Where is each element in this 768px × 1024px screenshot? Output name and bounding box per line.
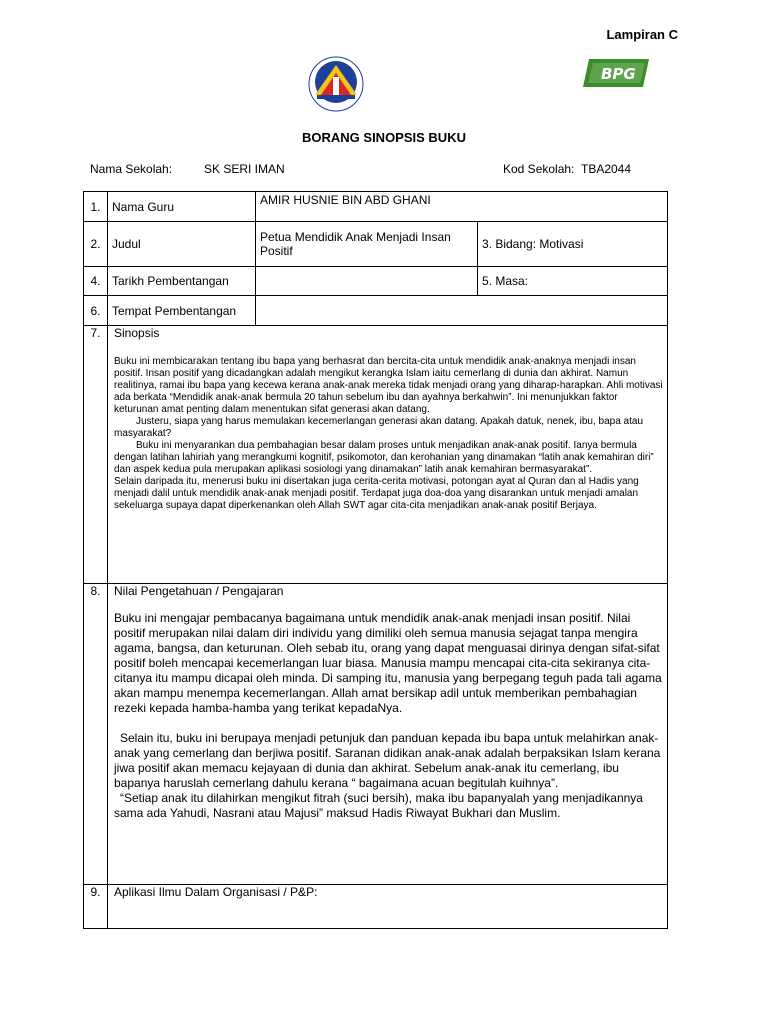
- row-judul: [84, 222, 668, 267]
- row-number: 6.: [84, 296, 108, 326]
- school-name-value: SK SERI IMAN: [204, 162, 285, 176]
- row-label: Aplikasi Ilmu Dalam Organisasi / P&P:: [114, 885, 318, 899]
- row-number: 2.: [84, 222, 108, 267]
- row-number: 4.: [84, 267, 108, 296]
- bpg-logo-text: BPG: [601, 65, 636, 83]
- row-label: Nilai Pengetahuan / Pengajaran: [114, 584, 284, 598]
- row-tarikh: [84, 267, 668, 296]
- sinopsis-paragraph: Buku ini membicarakan tentang ibu bapa yang berhasrat dan bercita-cita untuk mendidik anak-anaknya menjadi insan positif. Insan positif yang dicadangkan adalah mengikut kerangka Islam iaitu cemerlang di dunia dan akhirat. Namun realitinya, ramai ibu bapa yang kecewa kerana anak-anak mereka tidak menjadi orang yang diharap-harapkan. Ahli motivasi ada berkata “Mendidik anak-anak bermula 20 tahun sebelum ibu dan ayahnya berkahwin”. Ini menunjukkan faktor keturunan amat penting dalam menentukan sifat generasi akan datang.: [114, 356, 663, 415]
- row-number: 8.: [84, 584, 108, 885]
- synopsis-form-table: [83, 191, 668, 929]
- teacher-name-value[interactable]: AMIR HUSNIE BIN ABD GHANI: [256, 192, 668, 222]
- row-number: 1.: [84, 192, 108, 222]
- row-nama-guru: [84, 192, 668, 222]
- sinopsis-paragraph: Justeru, siapa yang harus memulakan kecemerlangan generasi akan datang. Apakah datuk, nenek, ibu, bapa atau masyarakat?: [114, 416, 644, 439]
- row-label: Tarikh Pembentangan: [108, 267, 256, 296]
- row-label: Judul: [108, 222, 256, 267]
- kpm-logo: [305, 55, 367, 113]
- nilai-text: [114, 611, 663, 821]
- row-number: 9.: [84, 885, 108, 929]
- row-tempat: [84, 296, 668, 326]
- tarikh-value[interactable]: [256, 267, 478, 296]
- school-name-label: Nama Sekolah:: [90, 162, 173, 176]
- row-nilai: [84, 584, 668, 885]
- page-title: BORANG SINOPSIS BUKU: [302, 130, 466, 145]
- nilai-paragraph: Selain itu, buku ini berupaya menjadi petunjuk dan panduan kepada ibu bapa untuk melahirkan anak-anak yang cemerlang dan berjiwa positif. Saranan didikan anak-anak adalah berpaksikan Islam kerana jiwa positif akan memacu kejayaan di dunia dan akhirat. Sebelum anak-anak itu cemerlang, ibu bapanya haruslah cemerlang dahulu kerana “ bagaimana acuan begitulah kuihnya”.: [114, 731, 661, 790]
- school-code-label: Kod Sekolah:: [503, 162, 575, 176]
- row-label: Tempat Pembentangan: [108, 296, 256, 326]
- book-title-value[interactable]: Petua Mendidik Anak Menjadi Insan Positif: [256, 222, 478, 267]
- masa-field[interactable]: 5. Masa:: [478, 267, 668, 296]
- nilai-cell[interactable]: [108, 584, 668, 885]
- bidang-field[interactable]: 3. Bidang: Motivasi: [478, 222, 668, 267]
- nilai-paragraph: “Setiap anak itu dilahirkan mengikut fitrah (suci bersih), maka ibu bapanyalah yang menjadikannya sama ada Yahudi, Nasrani atau Majusi” maksud Hadis Riwayat Bukhari dan Muslim.: [114, 791, 643, 820]
- sinopsis-cell[interactable]: [108, 326, 668, 584]
- row-sinopsis: [84, 326, 668, 584]
- row-label: Sinopsis: [114, 326, 160, 340]
- lampiran-label: Lampiran C: [606, 27, 678, 42]
- row-aplikasi: [84, 885, 668, 929]
- row-number: 7.: [84, 326, 108, 584]
- sinopsis-text: [114, 356, 663, 512]
- aplikasi-cell[interactable]: [108, 885, 668, 929]
- sinopsis-paragraph: Buku ini menyarankan dua pembahagian besar dalam proses untuk menjadikan anak-anak positif. Ianya bermula dengan latihan lahiriah yang merangkumi kognitif, psikomotor, dan kerohanian yang dinamakan “latih anak kemahiran diri” dan aspek kedua pula merupakan aplikasi sosiologi yang dinamakan” latih anak kemahiran bermasyarakat”.: [114, 440, 654, 475]
- school-code-value: TBA2044: [581, 162, 632, 176]
- bpg-logo: [583, 55, 651, 91]
- row-label: Nama Guru: [108, 192, 256, 222]
- sinopsis-paragraph: Selain daripada itu, menerusi buku ini disertakan juga cerita-cerita motivasi, potongan ayat al Quran dan al Hadis yang menjadi dalil untuk mendidik anak-anak menjadi positif. Terdapat juga doa-doa yang disarankan untuk menjadi amalan sekeluarga supaya dapat diperkenankan oleh Allah SWT agar cita-cita menjadikan anak-anak positif Berjaya.: [114, 476, 639, 511]
- nilai-paragraph: Buku ini mengajar pembacanya bagaimana untuk mendidik anak-anak menjadi insan positif. Nilai positif merupakan nilai dalam diri individu yang dimiliki oleh semua manusia sejagat tanpa mengira agama, bangsa, dan keturunan. Oleh sebab itu, orang yang dapat menguasai dirinya dengan sifat-sifat positif boleh mencapai kecemerlangan luar biasa. Manusia mampu mencapai cita-cita sekiranya cita-citanya itu mampu dicapai oleh minda. Di samping itu, manusia yang berpegang teguh pada tali agama akan mampu menempa kecemerlangan. Allah amat bersikap adil untuk memberikan pembahagian rezeki kepada hamba-hamba yang terikat kepadaNya.: [114, 611, 662, 715]
- tempat-value[interactable]: [256, 296, 668, 326]
